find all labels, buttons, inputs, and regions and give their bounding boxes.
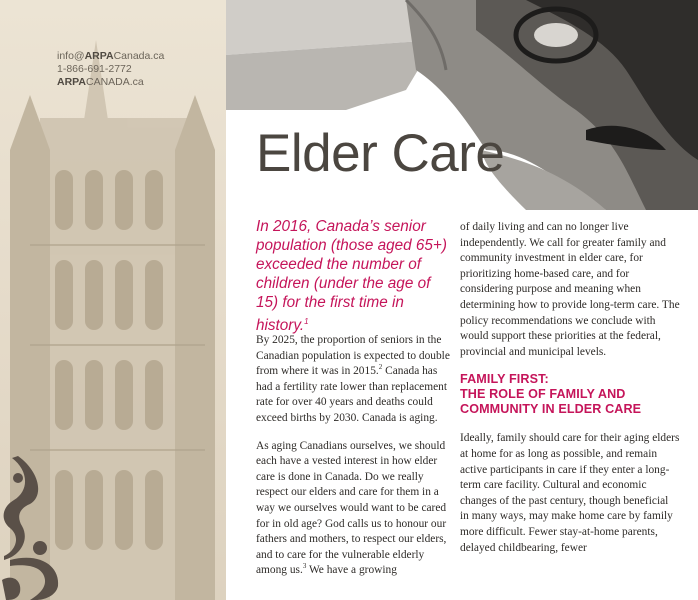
article-column-1: [256, 333, 454, 591]
body-paragraph: Ideally, family should care for their aging elders at home for as long as possible, and remain active participants in care if they enter a long-term care facility. Cultural and economic changes of the past century, though beneficial in many ways, may make home care by family more difficult. Fewer stay-at-home parents, delayed childbearing, fewer: [460, 432, 680, 554]
contact-website[interactable]: ARPACANADA.ca: [57, 76, 144, 88]
footnote-ref[interactable]: 2: [378, 363, 383, 372]
body-paragraph: As aging Canadians ourselves, we should each have a vested interest in how elder care is done in Canada. Do we really respect our elders and care for them in a way we ourselves would want to be cared for in old age? God calls us to honour our fathers and mothers, to respect our elders, and to care for the vulnerable elderly among us.$^3$ We have a growing: [256, 439, 447, 577]
lead-paragraph: In 2016, Canada’s senior population (those aged 65+) exceeded the number of children (under the age of 15) for the first time in history.$^1$: [256, 218, 447, 335]
parliament-tower-illustration: [0, 0, 226, 600]
contact-phone: 1-866-691-2772: [57, 63, 132, 75]
sidebar: [0, 0, 226, 600]
body-paragraph: of daily living and can no longer live independently. We call for greater family and community investment in elder care, for prioritizing home-based care, and for considering purpose and meaning when determining how to provide long-term care. The policy recommendations we conclude with would support these priorities at the federal, provincial and municipal levels.: [460, 221, 680, 358]
page-title: Elder Care: [256, 124, 505, 183]
section-heading: FAMILY FIRST: THE ROLE OF FAMILY AND COMMUNITY IN ELDER CARE: [460, 372, 642, 417]
article-column-2: [460, 220, 680, 568]
body-paragraph: By 2025, the proportion of seniors in the Canadian population is expected to double from where it was in 2015.$^2$ Canada has had a fertility rate lower than replacement rate for over 40 years and deaths could exceed births by 2030. Canada is aging.: [256, 334, 450, 424]
contact-email[interactable]: info@ARPACanada.ca: [57, 50, 165, 62]
contact-info: [57, 50, 164, 89]
footnote-ref[interactable]: 1: [304, 317, 309, 326]
footnote-ref[interactable]: 3: [302, 562, 307, 571]
